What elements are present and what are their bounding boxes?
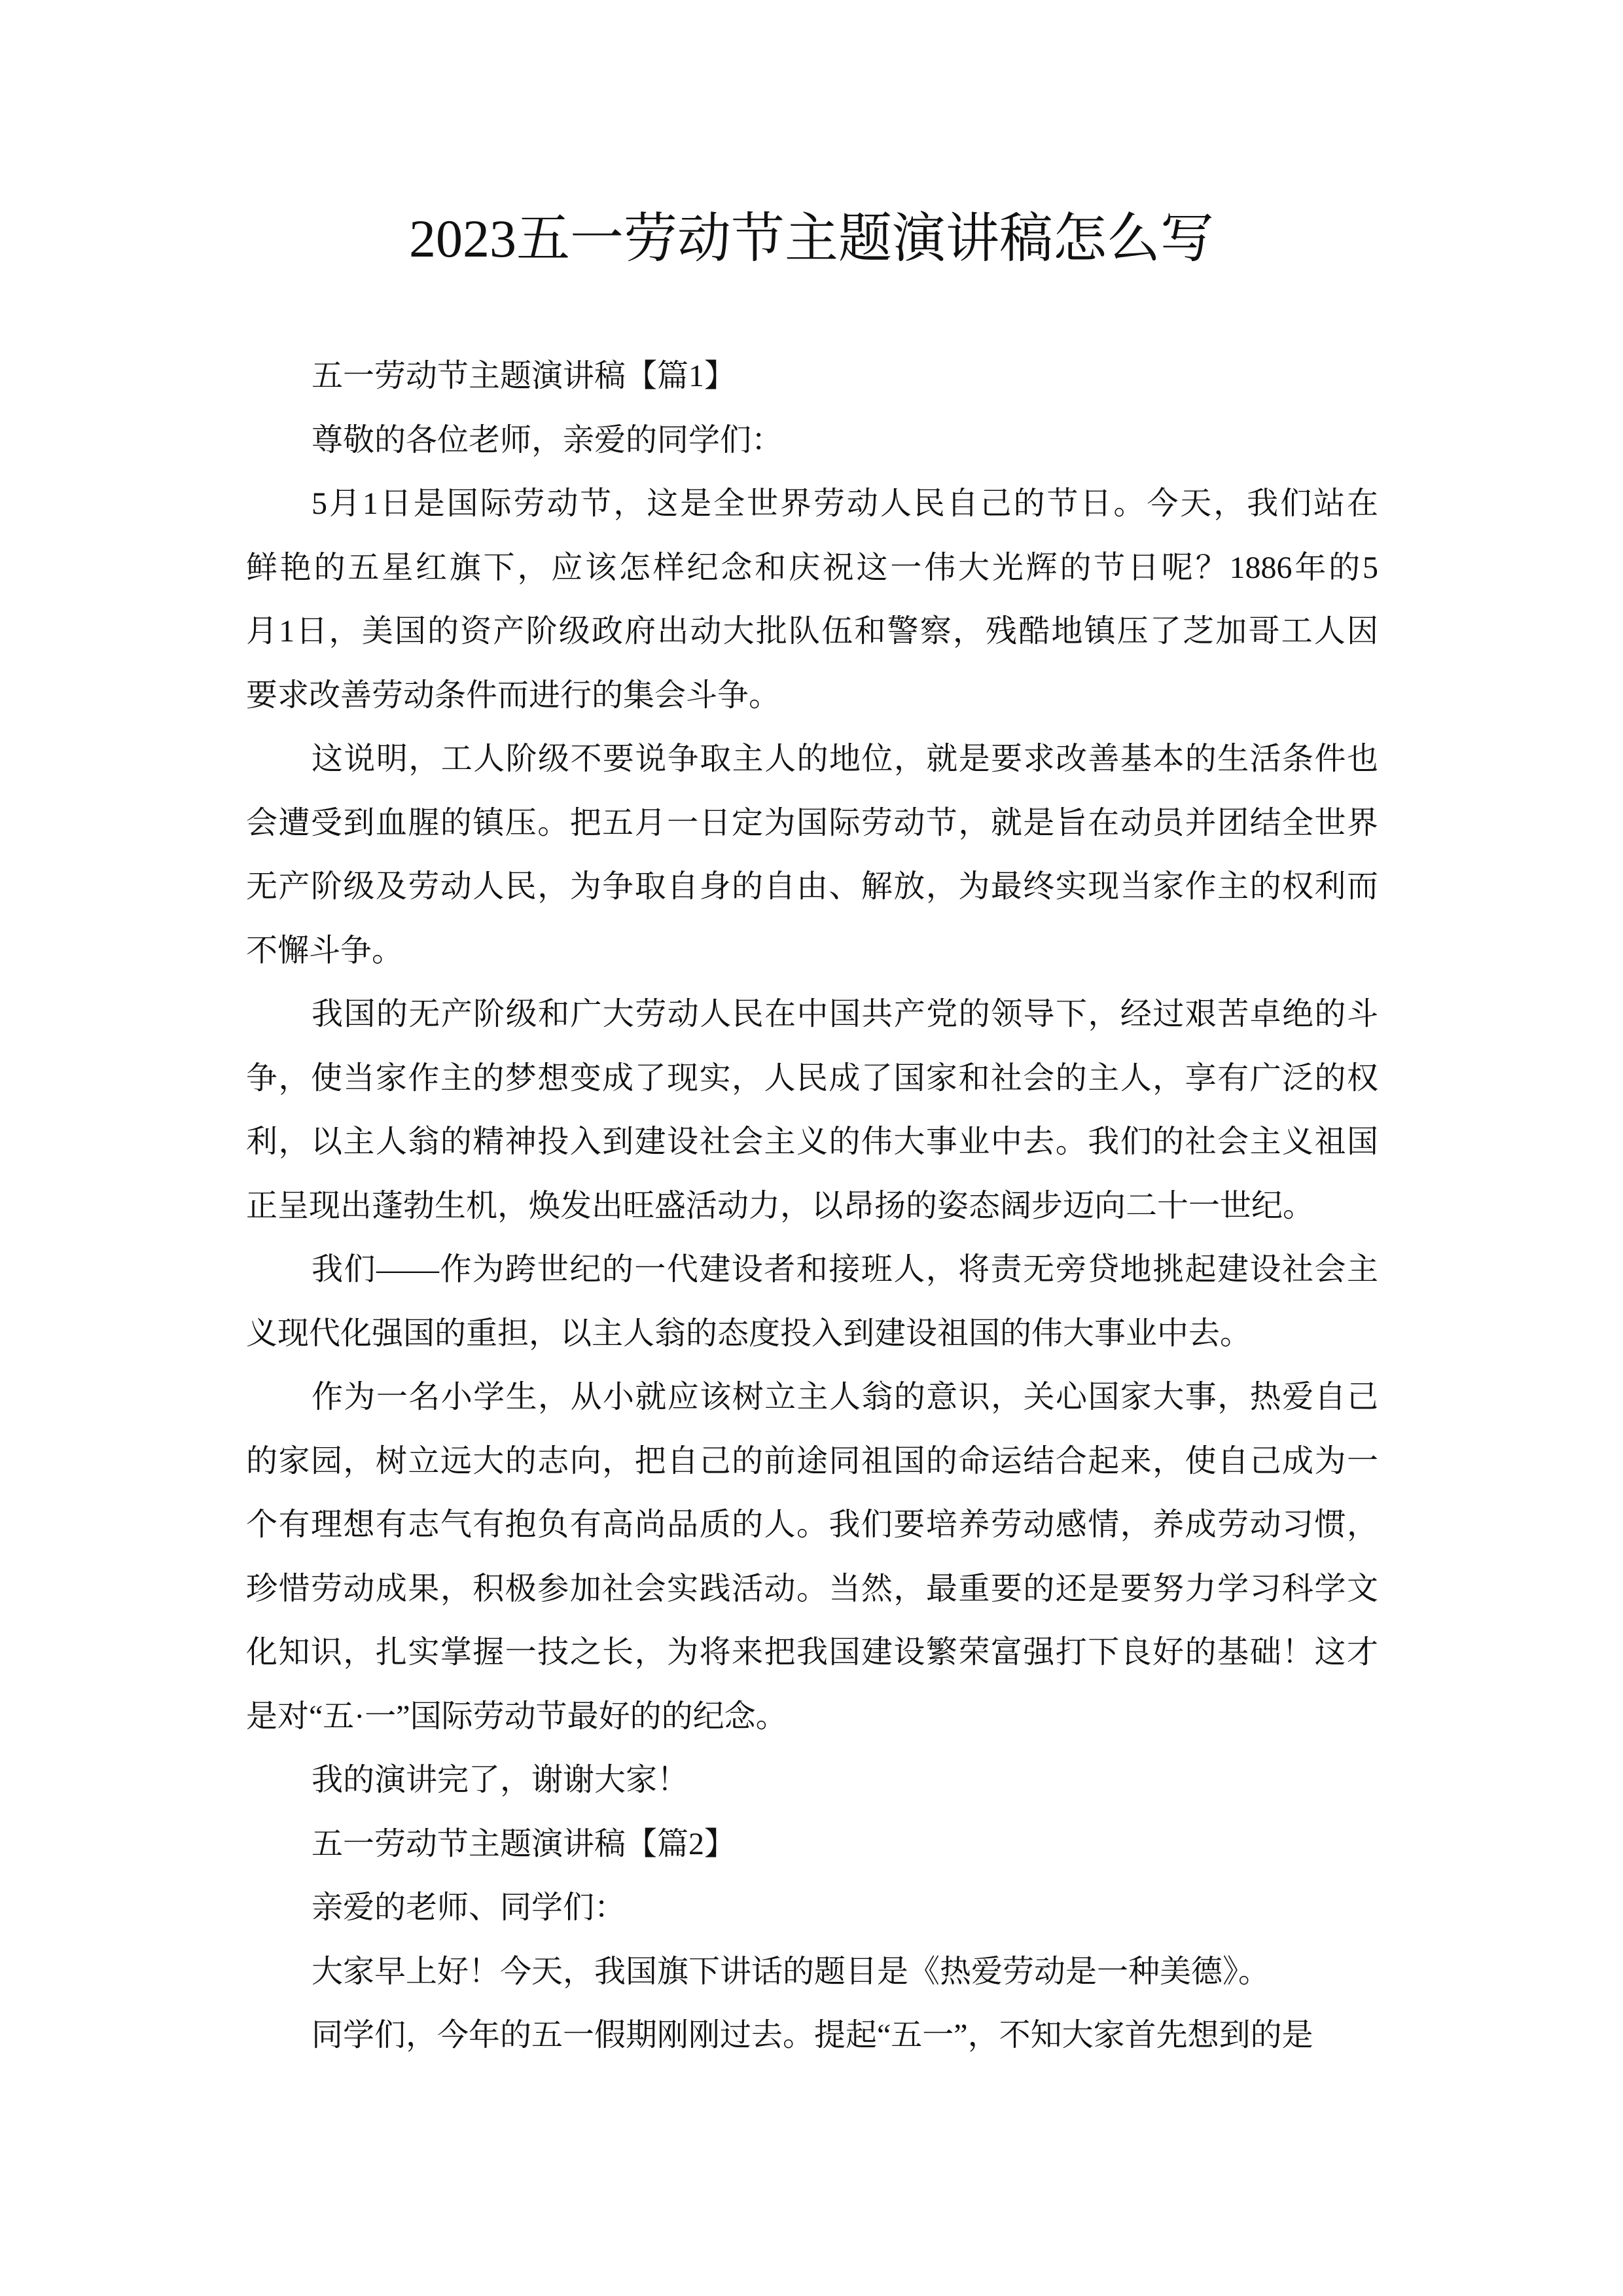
text-line: 作为一名小学生，从小就应该树立主人翁的意识，关心国家大事，热爱自己	[312, 1380, 1378, 1414]
text-line: 珍惜劳动成果，积极参加社会实践活动。当然，最重要的还是要努力学习科学文	[246, 1571, 1378, 1606]
paragraph	[246, 408, 1378, 473]
text-line: 同学们，今年的五一假期刚刚过去。提起“五一”，不知大家首先想到的是	[312, 2018, 1313, 2053]
text-line: 争，使当家作主的梦想变成了现实，人民成了国家和社会的主人，享有广泛的权	[246, 1060, 1378, 1096]
text-line: 正呈现出蓬勃生机，焕发出旺盛活动力，以昂扬的姿态阔步迈向二十一世纪。	[246, 1188, 1315, 1223]
text-line: 要求改善劳动条件而进行的集会斗争。	[246, 677, 781, 713]
paragraph	[246, 1365, 1378, 1748]
text-line: 尊敬的各位老师，亲爱的同学们：	[312, 422, 783, 457]
paragraph	[246, 344, 1378, 408]
text-line: 亲爱的老师、同学们：	[312, 1890, 626, 1925]
text-line: 利，以主人翁的精神投入到建设社会主义的伟大事业中去。我们的社会主义祖国	[246, 1124, 1378, 1159]
text-line: 我的演讲完了，谢谢大家！	[312, 1763, 689, 1797]
paragraph	[246, 472, 1378, 727]
paragraph	[246, 727, 1378, 982]
text-line: 五一劳动节主题演讲稿【篇2】	[312, 1826, 736, 1861]
text-line: 我国的无产阶级和广大劳动人民在中国共产党的领导下，经过艰苦卓绝的斗	[312, 997, 1378, 1031]
text-line: 个有理想有志气有抱负有高尚品质的人。我们要培养劳动感情，养成劳动习惯，	[246, 1507, 1378, 1542]
paragraph	[246, 1812, 1378, 1876]
paragraph	[246, 1238, 1378, 1365]
text-line: 5月1日是国际劳动节，这是全世界劳动人民自己的节日。今天，我们站在	[312, 486, 1378, 521]
text-line: 月1日，美国的资产阶级政府出动大批队伍和警察，残酷地镇压了芝加哥工人因	[246, 614, 1378, 649]
text-line: 是对“五·一”国际劳动节最好的的纪念。	[246, 1698, 787, 1734]
text-line: 我们——作为跨世纪的一代建设者和接班人，将责无旁贷地挑起建设社会主	[312, 1252, 1378, 1287]
paragraph	[246, 1748, 1378, 1812]
paragraph	[246, 982, 1378, 1238]
text-line: 大家早上好！今天，我国旗下讲话的题目是《热爱劳动是一种美德》。	[312, 1954, 1270, 1989]
text-line: 这说明，工人阶级不要说争取主人的地位，就是要求改善基本的生活条件也	[312, 742, 1378, 776]
paragraph	[246, 1940, 1378, 2004]
text-line: 鲜艳的五星红旗下，应该怎样纪念和庆祝这一伟大光辉的节日呢？1886年的5	[246, 550, 1378, 585]
text-line: 五一劳动节主题演讲稿【篇1】	[312, 359, 736, 393]
text-line: 义现代化强国的重担，以主人翁的态度投入到建设祖国的伟大事业中去。	[246, 1316, 1252, 1351]
document-body	[246, 344, 1378, 2068]
document-title: 2023五一劳动节主题演讲稿怎么写	[408, 209, 1214, 268]
paragraph	[246, 1876, 1378, 1940]
paragraph	[246, 2003, 1378, 2068]
text-line: 会遭受到血腥的镇压。把五月一日定为国际劳动节，就是旨在动员并团结全世界	[246, 805, 1378, 840]
text-line: 的家园，树立远大的志向，把自己的前途同祖国的命运结合起来，使自己成为一	[246, 1443, 1378, 1479]
text-line: 化知识，扎实掌握一技之长，为将来把我国建设繁荣富强打下良好的基础！这才	[246, 1635, 1378, 1670]
text-line: 不懈斗争。	[246, 933, 404, 968]
text-line: 无产阶级及劳动人民，为争取自身的自由、解放，为最终实现当家作主的权利而	[246, 869, 1378, 904]
